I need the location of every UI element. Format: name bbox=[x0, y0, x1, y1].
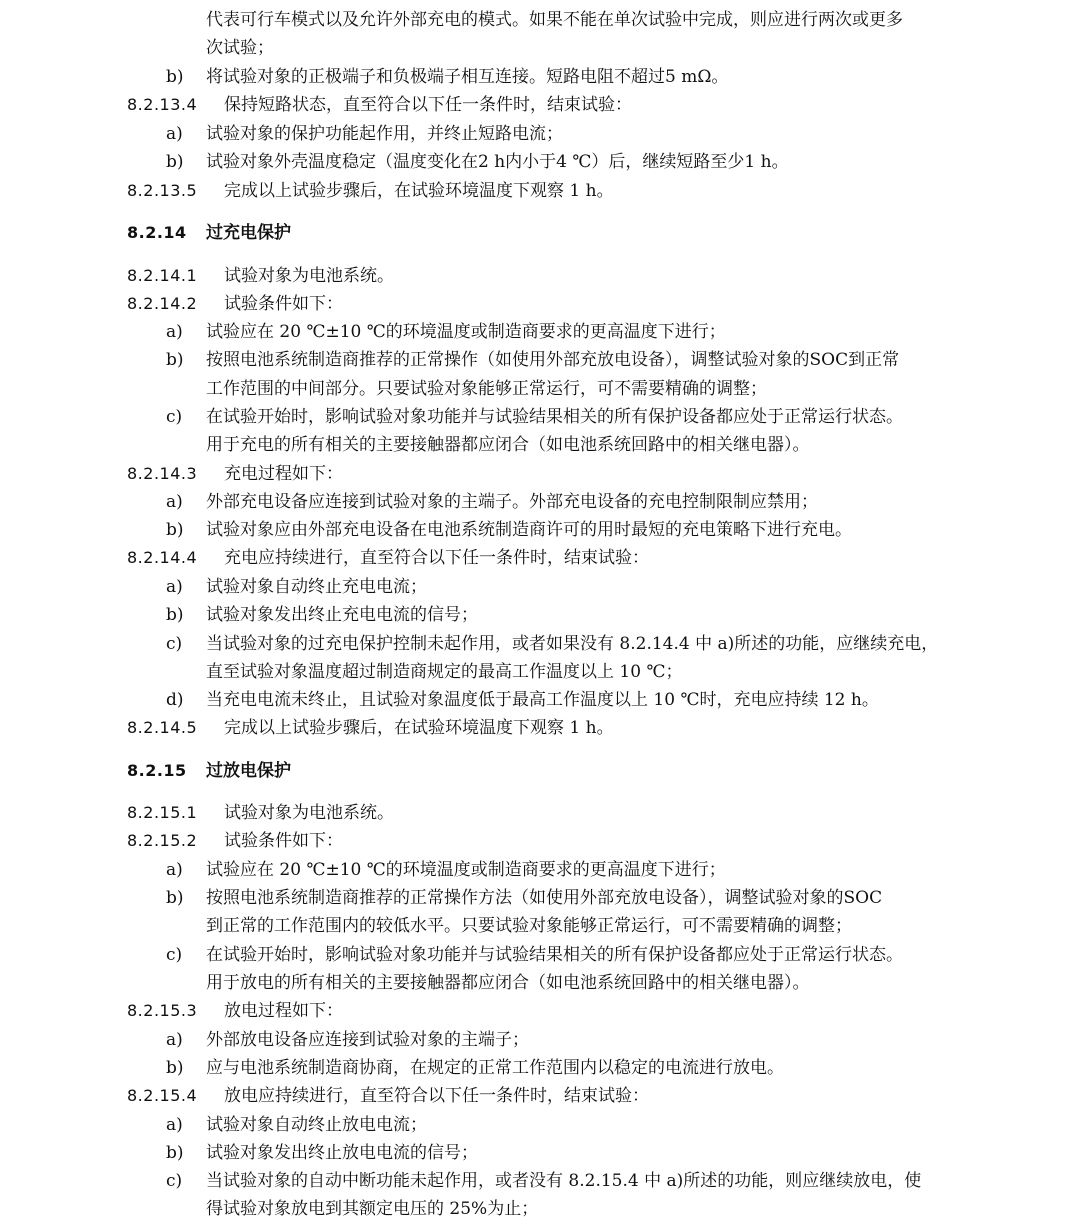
list-label: a) bbox=[166, 860, 183, 880]
list-item-text: 当充电电流未终止，且试验对象温度低于最高工作温度以上 10 ℃时，充电应持续 12 h。 bbox=[206, 690, 879, 710]
clause-number: 8.2.14.4 bbox=[127, 548, 198, 567]
clause-number: 8.2.15.1 bbox=[127, 803, 198, 822]
list-item-text: 试验应在 20 ℃±10 ℃的环境温度或制造商要求的更高温度下进行； bbox=[206, 860, 726, 880]
list-label: a) bbox=[166, 322, 183, 342]
list-item-text: 当试验对象的过充电保护控制未起作用，或者如果没有 8.2.14.4 中 a)所述的功能，应继续充电， bbox=[206, 634, 939, 654]
list-item-text: 到正常的工作范围内的较低水平。只要试验对象能够正常运行，可不需要精确的调整； bbox=[206, 916, 852, 936]
list-label: a) bbox=[166, 124, 183, 144]
clause-number: 8.2.13.5 bbox=[127, 181, 198, 200]
clause-text: 充电过程如下： bbox=[224, 464, 343, 484]
list-label: a) bbox=[166, 492, 183, 512]
list-item-text: 试验对象外壳温度稳定（温度变化在2 h内小于4 ℃）后，继续短路至少1 h。 bbox=[206, 152, 789, 172]
clause-text: 充电应持续进行，直至符合以下任一条件时，结束试验： bbox=[224, 548, 649, 568]
list-item-text: 在试验开始时，影响试验对象功能并与试验结果相关的所有保护设备都应处于正常运行状态。 bbox=[206, 945, 903, 965]
clause-number: 8.2.14.3 bbox=[127, 464, 198, 483]
clause-text: 试验条件如下： bbox=[224, 294, 343, 314]
list-item-text: 工作范围的中间部分。只要试验对象能够正常运行，可不需要精确的调整； bbox=[206, 379, 767, 399]
list-label: b) bbox=[166, 520, 184, 540]
clause-text: 完成以上试验步骤后，在试验环境温度下观察 1 h。 bbox=[224, 181, 614, 201]
list-label: b) bbox=[166, 888, 184, 908]
list-item-text: 用于放电的所有相关的主要接触器都应闭合（如电池系统回路中的相关继电器）。 bbox=[206, 973, 810, 993]
list-item-text: 外部放电设备应连接到试验对象的主端子； bbox=[206, 1030, 529, 1050]
list-label: c) bbox=[166, 1171, 183, 1191]
list-item-text: 外部充电设备应连接到试验对象的主端子。外部充电设备的充电控制限制应禁用； bbox=[206, 492, 818, 512]
clause-number: 8.2.14.2 bbox=[127, 294, 198, 313]
list-label: b) bbox=[166, 152, 184, 172]
list-item-text: 试验对象发出终止充电电流的信号； bbox=[206, 605, 478, 625]
list-item-text: 应与电池系统制造商协商，在规定的正常工作范围内以稳定的电流进行放电。 bbox=[206, 1058, 784, 1078]
list-label: b) bbox=[166, 605, 184, 625]
list-item-text: 当试验对象的自动中断功能未起作用，或者没有 8.2.15.4 中 a)所述的功能，则应继续放电，使 bbox=[206, 1171, 922, 1191]
list-item-text: 试验对象自动终止放电电流； bbox=[206, 1115, 427, 1135]
list-item-text: 直至试验对象温度超过制造商规定的最高工作温度以上 10 ℃； bbox=[206, 662, 683, 682]
list-item-text: 试验应在 20 ℃±10 ℃的环境温度或制造商要求的更高温度下进行； bbox=[206, 322, 726, 342]
list-label: b) bbox=[166, 67, 184, 87]
list-item-text: 按照电池系统制造商推荐的正常操作方法（如使用外部充放电设备），调整试验对象的SOC bbox=[206, 888, 883, 908]
clause-number: 8.2.14.1 bbox=[127, 266, 198, 285]
list-label: d) bbox=[166, 690, 184, 710]
list-label: a) bbox=[166, 1030, 183, 1050]
list-label: c) bbox=[166, 407, 183, 427]
clause-number: 8.2.15.4 bbox=[127, 1086, 198, 1105]
clause-text: 保持短路状态，直至符合以下任一条件时，结束试验： bbox=[224, 95, 632, 115]
section-number: 8.2.14 bbox=[127, 223, 187, 242]
list-label: b) bbox=[166, 350, 184, 370]
paragraph-text: 次试验； bbox=[206, 38, 274, 58]
list-label: c) bbox=[166, 634, 183, 654]
clause-number: 8.2.13.4 bbox=[127, 95, 198, 114]
list-label: b) bbox=[166, 1058, 184, 1078]
clause-number: 8.2.14.5 bbox=[127, 718, 198, 737]
section-heading: 过充电保护 bbox=[206, 223, 291, 243]
list-item-text: 试验对象的保护功能起作用，并终止短路电流； bbox=[206, 124, 563, 144]
list-label: a) bbox=[166, 1115, 183, 1135]
paragraph-text: 代表可行车模式以及允许外部充电的模式。如果不能在单次试验中完成，则应进行两次或更多 bbox=[206, 10, 903, 30]
list-label: a) bbox=[166, 577, 183, 597]
clause-text: 试验对象为电池系统。 bbox=[224, 266, 394, 286]
section-heading: 过放电保护 bbox=[206, 761, 291, 781]
section-number: 8.2.15 bbox=[127, 761, 187, 780]
list-item-text: 得试验对象放电到其额定电压的 25%为止； bbox=[206, 1199, 539, 1219]
list-item-text: 试验对象自动终止充电电流； bbox=[206, 577, 427, 597]
clause-text: 完成以上试验步骤后，在试验环境温度下观察 1 h。 bbox=[224, 718, 614, 738]
clause-text: 试验条件如下： bbox=[224, 831, 343, 851]
clause-number: 8.2.15.2 bbox=[127, 831, 198, 850]
list-label: b) bbox=[166, 1143, 184, 1163]
list-item-text: 用于充电的所有相关的主要接触器都应闭合（如电池系统回路中的相关继电器）。 bbox=[206, 435, 810, 455]
list-item-text: 按照电池系统制造商推荐的正常操作（如使用外部充放电设备），调整试验对象的SOC到正常 bbox=[206, 350, 900, 370]
clause-text: 试验对象为电池系统。 bbox=[224, 803, 394, 823]
list-item-text: 试验对象发出终止放电电流的信号； bbox=[206, 1143, 478, 1163]
clause-text: 放电过程如下： bbox=[224, 1001, 343, 1021]
list-item-text: 在试验开始时，影响试验对象功能并与试验结果相关的所有保护设备都应处于正常运行状态。 bbox=[206, 407, 903, 427]
list-item-text: 试验对象应由外部充电设备在电池系统制造商许可的用时最短的充电策略下进行充电。 bbox=[206, 520, 852, 540]
list-item-text: 将试验对象的正极端子和负极端子相互连接。短路电阻不超过5 mΩ。 bbox=[206, 67, 729, 87]
clause-text: 放电应持续进行，直至符合以下任一条件时，结束试验： bbox=[224, 1086, 649, 1106]
clause-number: 8.2.15.3 bbox=[127, 1001, 198, 1020]
list-label: c) bbox=[166, 945, 183, 965]
